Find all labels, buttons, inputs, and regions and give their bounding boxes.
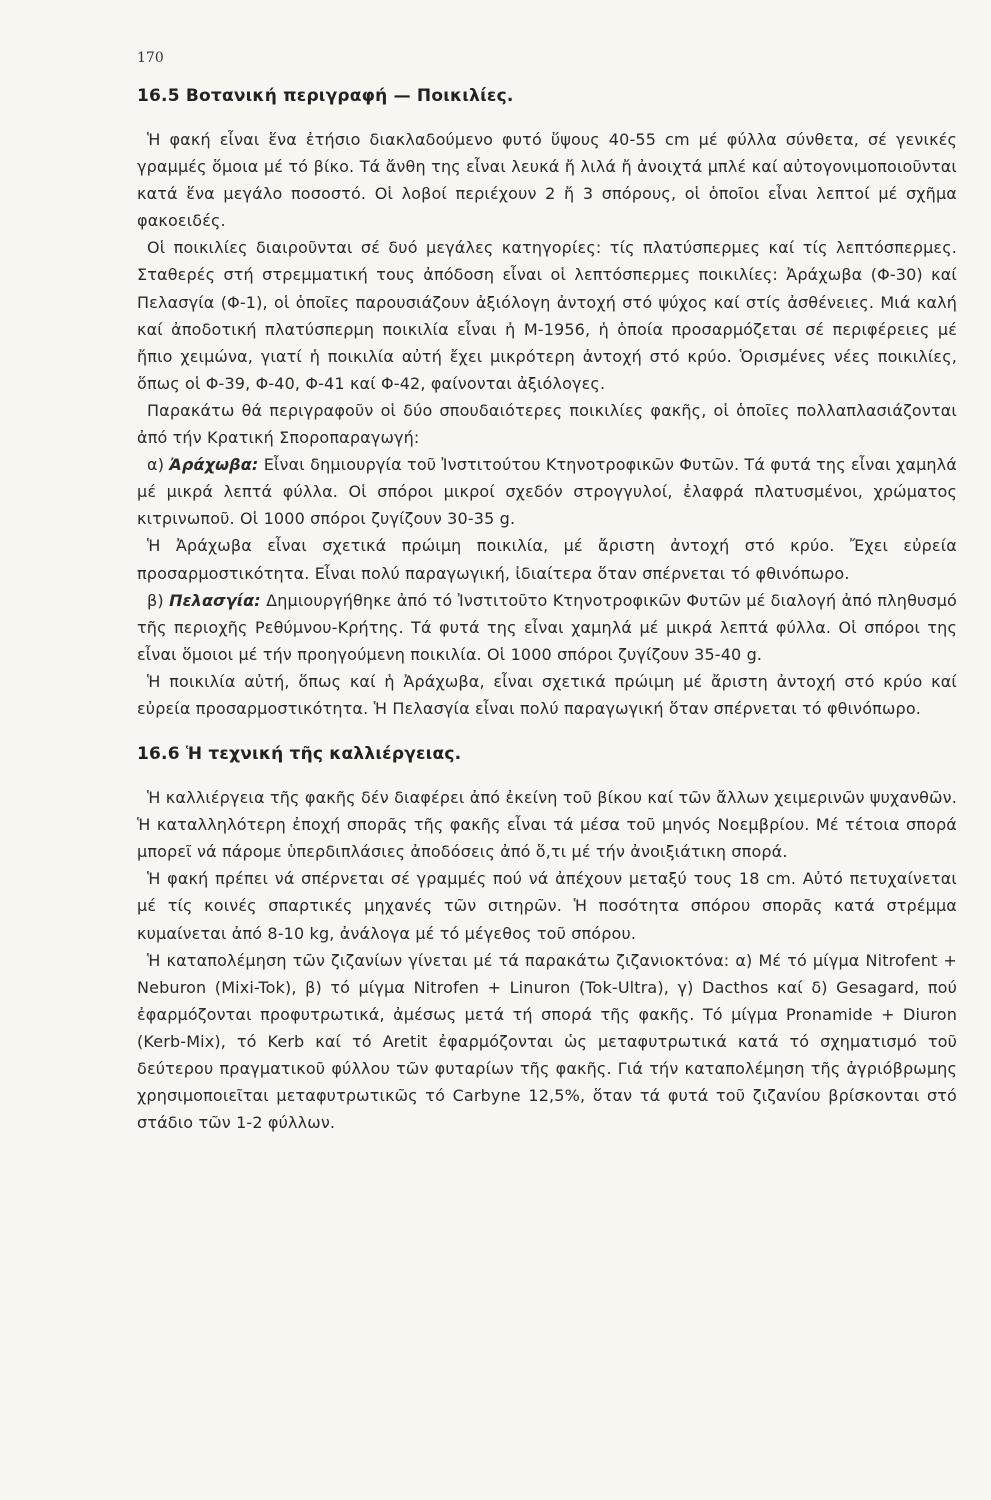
item-prefix-b: β)	[147, 590, 170, 610]
paragraph-cultivation: Ἡ καλλιέργεια τῆς φακῆς δέν διαφέρει ἀπό ἐκείνη τοῦ βίκου καί τῶν ἄλλων χειμερινῶν ψυχανθῶν. Ἡ καταλληλότερη ἐποχή σπορᾶς τῆς φακῆς εἶναι τά μέσα τοῦ μηνός Νοεμβρίου. Μέ τέτοια σπορά μπορεῖ νά πάρομε ὑπερδιπλάσιες ἀποδόσεις ἀπό ὅ,τι μέ τήν ἀνοιξιάτικη σπορά.	[137, 788, 957, 862]
paragraph-intro-varieties: Παρακάτω θά περιγραφοῦν οἱ δύο σπουδαιότερες ποικιλίες φακῆς, οἱ ὁποῖες πολλαπλασιάζονται ἀπό τήν Κρατική Σποροπαραγωγή:	[137, 400, 957, 448]
variety-name-arachova: Ἀράχωβα:	[169, 455, 259, 475]
arachova-text: Εἶναι δημιουργία τοῦ Ἰνστιτούτου Κτηνοτροφικῶν Φυτῶν. Τά φυτά της εἶναι χαμηλά μέ μικρά λεπτά φύλλα. Οἱ σπόροι μικροί σχεδόν στρογγυλοί, ἐλαφρά πλατυσμένοι, χρώματος κιτρινωποῦ. Οἱ 1000 σπόροι ζυγίζουν 30-35 g.	[137, 455, 957, 529]
paragraph-pelasgia-traits: Ἡ ποικιλία αὐτή, ὅπως καί ἡ Ἀράχωβα, εἶναι σχετικά πρώιμη μέ ἄριστη ἀντοχή στό κρύο καί εὐρεία προσαρμοστικότητα. Ἡ Πελασγία εἶναι πολύ παραγωγική ὅταν σπέρνεται τό φθινόπωρο.	[137, 671, 957, 718]
pelasgia-text: Δημιουργήθηκε ἀπό τό Ἰνστιτοῦτο Κτηνοτροφικῶν Φυτῶν μέ διαλογή ἀπό πληθυσμό τῆς περιοχῆς Ρεθύμνου-Κρήτης. Τά φυτά της εἶναι χαμηλά μέ μικρά λεπτά φύλλα. Οἱ σπόροι της εἶναι ὅμοιοι μέ τήν προηγούμενη ποικιλία. Οἱ 1000 σπόροι ζυγίζουν 35-40 g.	[137, 590, 957, 664]
page-content	[137, 86, 957, 1136]
paragraph-description: Ἡ φακή εἶναι ἕνα ἐτήσιο διακλαδούμενο φυτό ὕψους 40-55 cm μέ φύλλα σύνθετα, σέ γενικές γραμμές ὅμοια μέ τό βίκο. Τά ἄνθη της εἶναι λευκά ἤ λιλά ἤ ἀνοιχτά μπλέ καί αὐτογονιμοποιοῦνται κατά ἕνα μεγάλο ποσοστό. Οἱ λοβοί περιέχουν 2 ἤ 3 σπόρους, οἱ ὁποῖοι εἶναι λεπτοί μέ σχῆμα φακοειδές.	[137, 130, 957, 231]
paragraph-pelasgia	[137, 587, 957, 668]
variety-name-pelasgia: Πελασγία:	[169, 590, 261, 610]
paragraph-varieties: Οἱ ποικιλίες διαιροῦνται σέ δυό μεγάλες κατηγορίες: τίς πλατύσπερμες καί τίς λεπτόσπερμες. Σταθερές στή στρεμματική τους ἀπόδοση εἶναι οἱ λεπτόσπερμες ποικιλίες: Ἀράχωβα (Φ-30) καί Πελασγία (Φ-1), οἱ ὁποῖες παρουσιάζουν ἀξιόλογη ἀντοχή στό ψύχος καί στίς ἀσθένειες. Μιά καλή καί ἀποδοτική πλατύσπερμη ποικιλία εἶναι ἡ Μ-1956, ἡ ὁποία προσαρμόζεται σέ περιφέρειες μέ ἤπιο χειμώνα, γιατί ἡ ποικιλία αὐτή ἔχει μικρότερη ἀντοχή στό κρύο. Ὁρισμένες νέες ποικιλίες, ὅπως οἱ Φ-39, Φ-40, Φ-41 καί Φ-42, φαίνονται ἀξιόλογες.	[137, 238, 957, 393]
section-heading-cultivation: 16.6 Ἡ τεχνική τῆς καλλιέργειας.	[137, 744, 462, 765]
paragraph-sowing: Ἡ φακή πρέπει νά σπέρνεται σέ γραμμές πού νά ἀπέχουν μεταξύ τους 18 cm. Αὐτό πετυχαίνεται μέ τίς κοινές σπαρτικές μηχανές τῶν σιτηρῶν. Ἡ ποσότητα σπόρου σπορᾶς κατά στρέμμα κυμαίνεται ἀπό 8-10 kg, ἀνάλογα μέ τό μέγεθος τοῦ σπόρου.	[137, 869, 957, 943]
paragraph-weed-control: Ἡ καταπολέμηση τῶν ζιζανίων γίνεται μέ τά παρακάτω ζιζανιοκτόνα: α) Μέ τό μίγμα Nitrofent + Neburon (Mixi-Tok), β) τό μίγμα Nitrofen + Linuron (Tok-Ultra), γ) Dacthos καί δ) Gesagard, πού ἐφαρμόζονται προφυτρωτικά, ἀμέσως μετά τή σπορά τῆς φακῆς. Τό μίγμα Pronamide + Diuron (Kerb-Mix), τό Kerb καί τό Aretit ἐφαρμόζονται ὡς μεταφυτρωτικά κατά τό σχηματισμό τοῦ δεύτερου πραγματικοῦ φύλλου τῶν φυταρίων τῆς φακῆς. Γιά τήν καταπολέμηση τῆς ἀγριόβρωμης χρησιμοποιεῖται μεταφυτρωτικῶς τό Carbyne 12,5%, ὅταν τά φυτά τοῦ ζιζανίου βρίσκονται στό στάδιο τῶν 1-2 φύλλων.	[137, 950, 957, 1133]
section-heading-botanical: 16.5 Βοτανική περιγραφή — Ποικιλίες.	[137, 86, 514, 106]
page-number: 170	[137, 50, 164, 66]
paragraph-arachova	[137, 451, 957, 532]
item-prefix-a: α)	[147, 455, 170, 475]
paragraph-arachova-traits: Ἡ Ἀράχωβα εἶναι σχετικά πρώιμη ποικιλία, μέ ἄριστη ἀντοχή στό κρύο. Ἔχει εὐρεία προσαρμοστικότητα. Εἶναι πολύ παραγωγική, ἰδιαίτερα ὅταν σπέρνεται τό φθινόπωρο.	[137, 536, 957, 583]
